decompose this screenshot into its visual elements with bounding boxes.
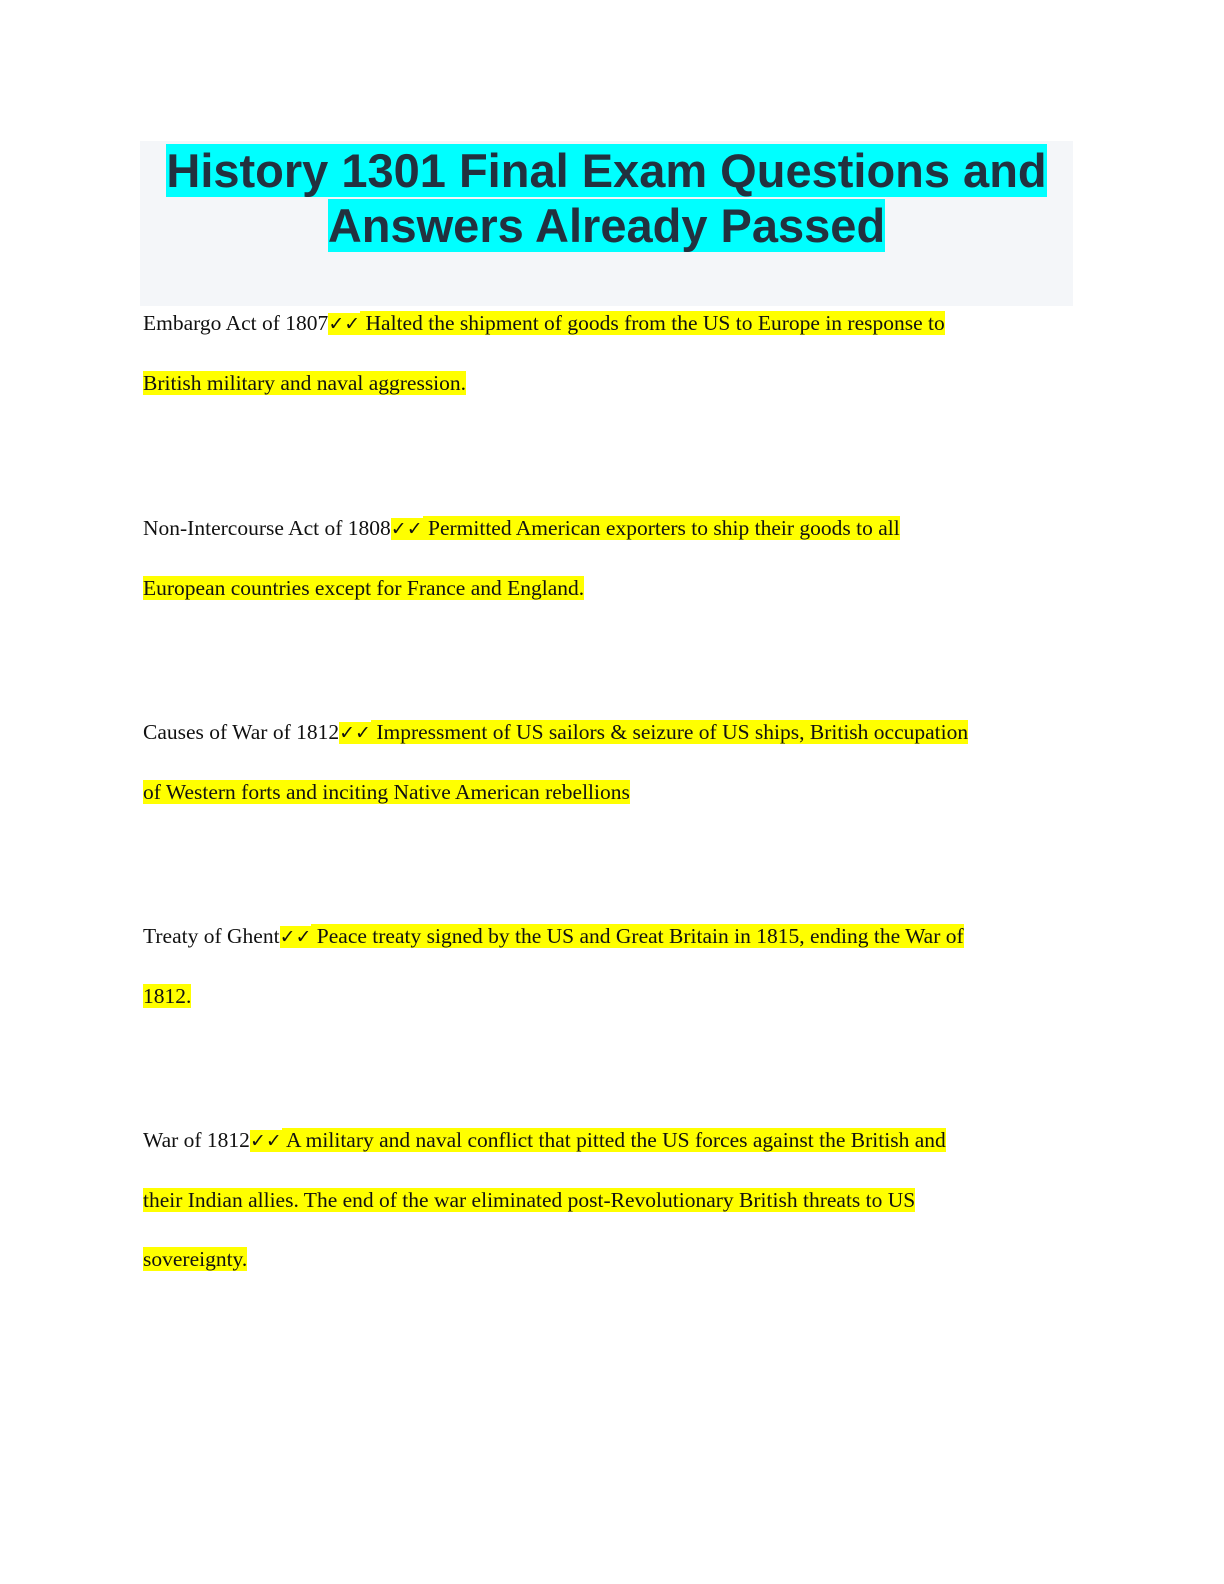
entry-term: War of 1812 — [143, 1128, 250, 1152]
entry-definition-line-1: Halted the shipment of goods from the US to Europe in response to — [360, 311, 945, 335]
double-check-icon: ✓✓ — [249, 1130, 282, 1152]
entry-term: Embargo Act of 1807 — [143, 311, 329, 335]
entry-definition-line-1: Permitted American exporters to ship their goods to all — [422, 516, 900, 540]
entry-definition-line-2: European countries except for France and England. — [143, 576, 585, 600]
double-check-icon: ✓✓ — [328, 313, 361, 335]
entry-term: Causes of War of 1812 — [143, 720, 340, 744]
double-check-icon: ✓✓ — [390, 518, 423, 540]
entry-term: Treaty of Ghent — [143, 924, 280, 948]
qa-entry-non-intercourse-act — [143, 499, 1068, 618]
entry-definition-line-2: their Indian allies. The end of the war eliminated post-Revolutionary British threats to US — [143, 1188, 916, 1212]
qa-entry-embargo-act — [143, 294, 1068, 413]
entry-definition-line-1: Peace treaty signed by the US and Great Britain in 1815, ending the War of — [311, 924, 964, 948]
qa-entry-treaty-of-ghent — [143, 907, 1068, 1026]
double-check-icon: ✓✓ — [279, 926, 312, 948]
entry-definition-line-1: Impressment of US sailors & seizure of US ships, British occupation — [370, 720, 969, 744]
entry-definition-line-2: British military and naval aggression. — [143, 371, 467, 395]
title-line-2: Answers Already Passed — [327, 199, 886, 252]
qa-entry-causes-war-1812 — [143, 703, 1068, 822]
entry-definition-line-2: 1812. — [143, 984, 192, 1008]
title-line-1: History 1301 Final Exam Questions and — [166, 144, 1047, 197]
entry-term: Non-Intercourse Act of 1808 — [143, 516, 391, 540]
document-title — [140, 141, 1073, 253]
qa-entry-war-of-1812 — [143, 1111, 1068, 1289]
entry-definition-line-1: A military and naval conflict that pitted the US forces against the British and — [281, 1128, 946, 1152]
title-block — [140, 141, 1073, 306]
entry-definition-line-3: sovereignty. — [143, 1247, 248, 1271]
entry-definition-line-2: of Western forts and inciting Native American rebellions — [143, 780, 630, 804]
double-check-icon: ✓✓ — [339, 722, 371, 744]
